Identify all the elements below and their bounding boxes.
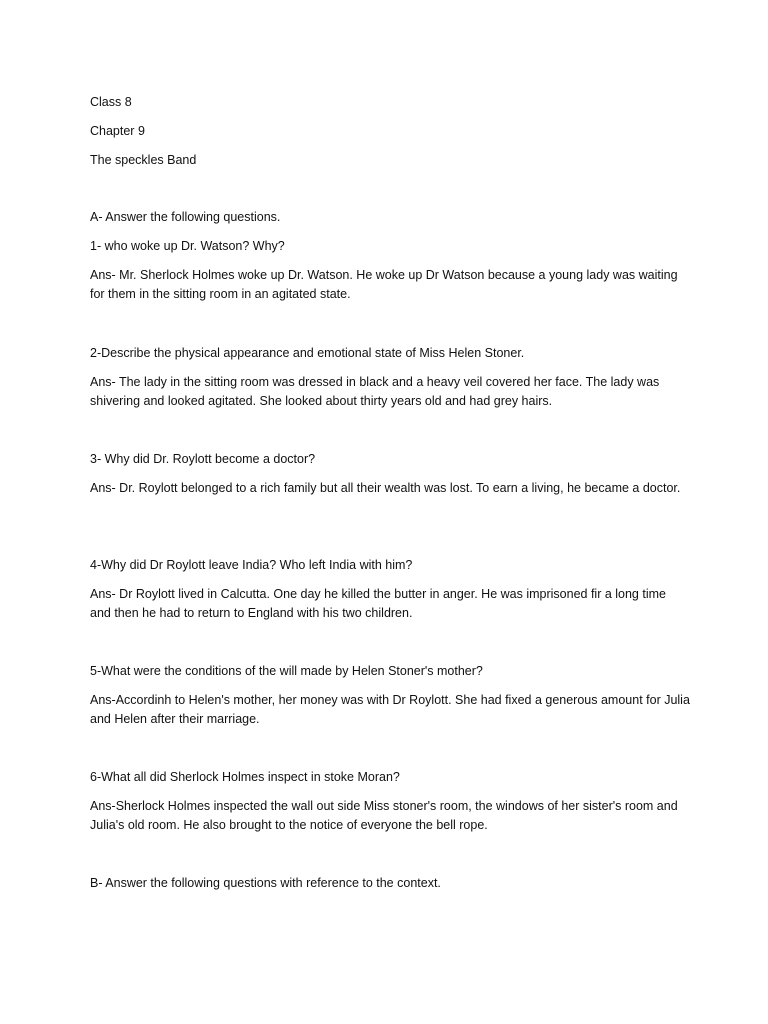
- answer-5: Ans-Accordinh to Helen's mother, her money was with Dr Roylott. She had fixed a generous amount for Julia and Helen after their marriage.: [90, 693, 690, 726]
- section-b-heading: B- Answer the following questions with reference to the context.: [90, 876, 441, 890]
- question-5: 5-What were the conditions of the will made by Helen Stoner's mother?: [90, 664, 483, 678]
- answer-1: Ans- Mr. Sherlock Holmes woke up Dr. Watson. He woke up Dr Watson because a young lady was waiting for them in the sitting room in an agitated state.: [90, 268, 678, 301]
- question-4: 4-Why did Dr Roylott leave India? Who left India with him?: [90, 558, 413, 572]
- section-a-heading: A- Answer the following questions.: [90, 210, 281, 224]
- question-3: 3- Why did Dr. Roylott become a doctor?: [90, 452, 316, 466]
- answer-2: Ans- The lady in the sitting room was dressed in black and a heavy veil covered her face. The lady was shivering and looked agitated. She looked about thirty years old and had grey hairs.: [90, 375, 660, 408]
- answer-3: Ans- Dr. Roylott belonged to a rich family but all their wealth was lost. To earn a living, he became a doctor.: [90, 481, 681, 495]
- answer-6: Ans-Sherlock Holmes inspected the wall out side Miss stoner's room, the windows of her sister's room and Julia's old room. He also brought to the notice of everyone the bell rope.: [90, 799, 678, 832]
- class-label: Class 8: [90, 95, 132, 109]
- answer-4: Ans- Dr Roylott lived in Calcutta. One day he killed the butter in anger. He was imprisoned fir a long time and then he had to return to England with his two children.: [90, 587, 666, 620]
- document-title: The speckles Band: [90, 153, 197, 167]
- chapter-label: Chapter 9: [90, 124, 145, 138]
- question-2: 2-Describe the physical appearance and emotional state of Miss Helen Stoner.: [90, 346, 525, 360]
- question-1: 1- who woke up Dr. Watson? Why?: [90, 239, 285, 253]
- question-6: 6-What all did Sherlock Holmes inspect in stoke Moran?: [90, 770, 400, 784]
